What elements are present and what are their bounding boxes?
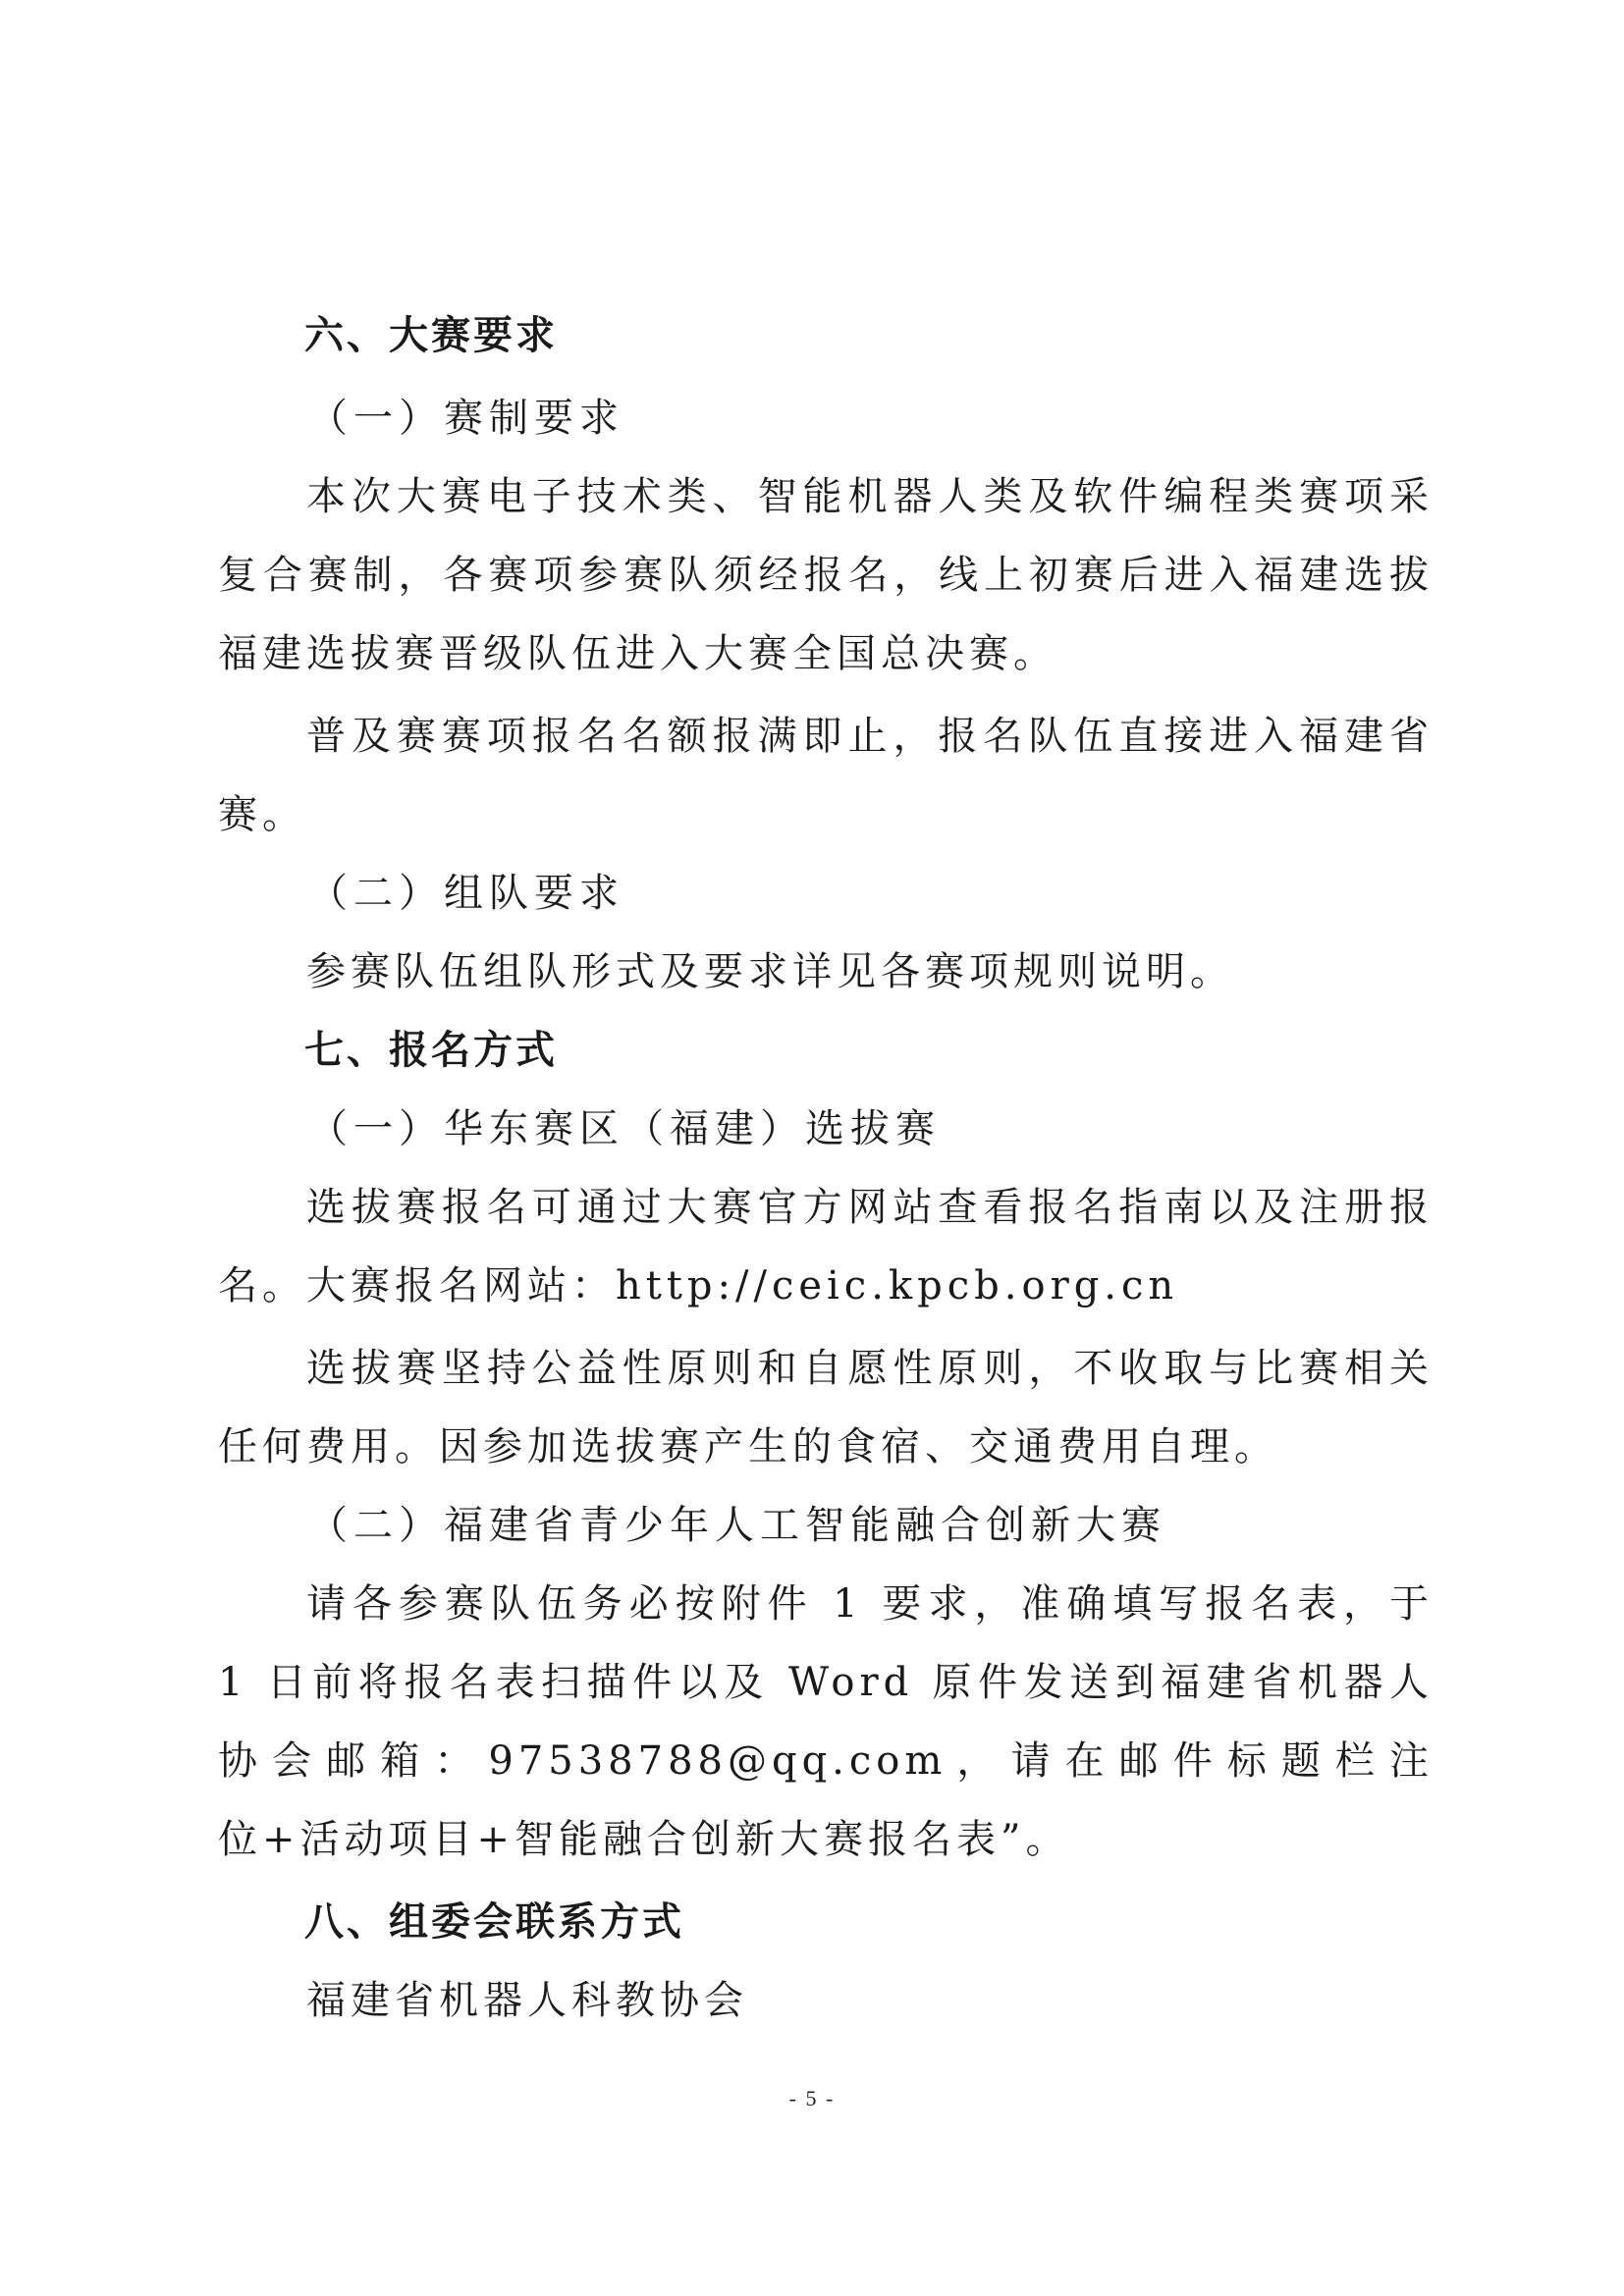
subheading-team-requirements: （二）组队要求 <box>308 871 624 916</box>
organization-name: 福建省机器人科教协会 <box>306 1978 748 2023</box>
paragraph-line: 位+活动项目+智能融合创新大赛报名表”。 <box>218 1817 1070 1862</box>
paragraph-line: 福建选拔赛晋级队伍进入大赛全国总决赛。 <box>218 631 1057 676</box>
paragraph-line: 本次大赛电子技术类、智能机器人类及软件编程类赛项采 <box>306 474 1434 519</box>
section-heading-8: 八、组委会联系方式 <box>304 1899 684 1945</box>
paragraph-line: 选拔赛报名可通过大赛官方网站查看报名指南以及注册报 <box>306 1185 1434 1230</box>
paragraph-line: 参赛队伍组队形式及要求详见各赛项规则说明。 <box>306 949 1234 994</box>
registration-website-line: 名。大赛报名网站：http://ceic.kpcb.org.cn <box>218 1263 1179 1308</box>
paragraph-line: 任何费用。因参加选拔赛产生的食宿、交通费用自理。 <box>218 1424 1278 1469</box>
paragraph-line: 选拔赛坚持公益性原则和自愿性原则，不收取与比赛相关 <box>306 1346 1434 1391</box>
section-heading-6: 六、大赛要求 <box>304 313 558 358</box>
subheading-ai-innovation-contest: （二）福建省青少年人工智能融合创新大赛 <box>308 1503 1166 1548</box>
email-line: 协会邮箱：97538788@qq.com，请在邮件标题栏注 <box>218 1738 1434 1784</box>
paragraph-line: 复合赛制，各赛项参赛队须经报名，线上初赛后进入福建选拔 <box>218 553 1434 598</box>
subheading-east-china-selection: （一）华东赛区（福建）选拔赛 <box>308 1106 941 1151</box>
paragraph-line: 普及赛赛项报名名额报满即止，报名队伍直接进入福建省 <box>306 714 1434 759</box>
page-number: - 5 - <box>788 2086 836 2110</box>
paragraph-line: 赛。 <box>218 792 306 837</box>
paragraph-line: 1 日前将报名表扫描件以及 Word 原件发送到福建省机器人 <box>218 1660 1434 1705</box>
section-heading-7: 七、报名方式 <box>304 1028 558 1073</box>
paragraph-line: 请各参赛队伍务必按附件 1 要求，准确填写报名表，于 <box>306 1581 1434 1627</box>
subheading-competition-format: （一）赛制要求 <box>308 396 624 441</box>
